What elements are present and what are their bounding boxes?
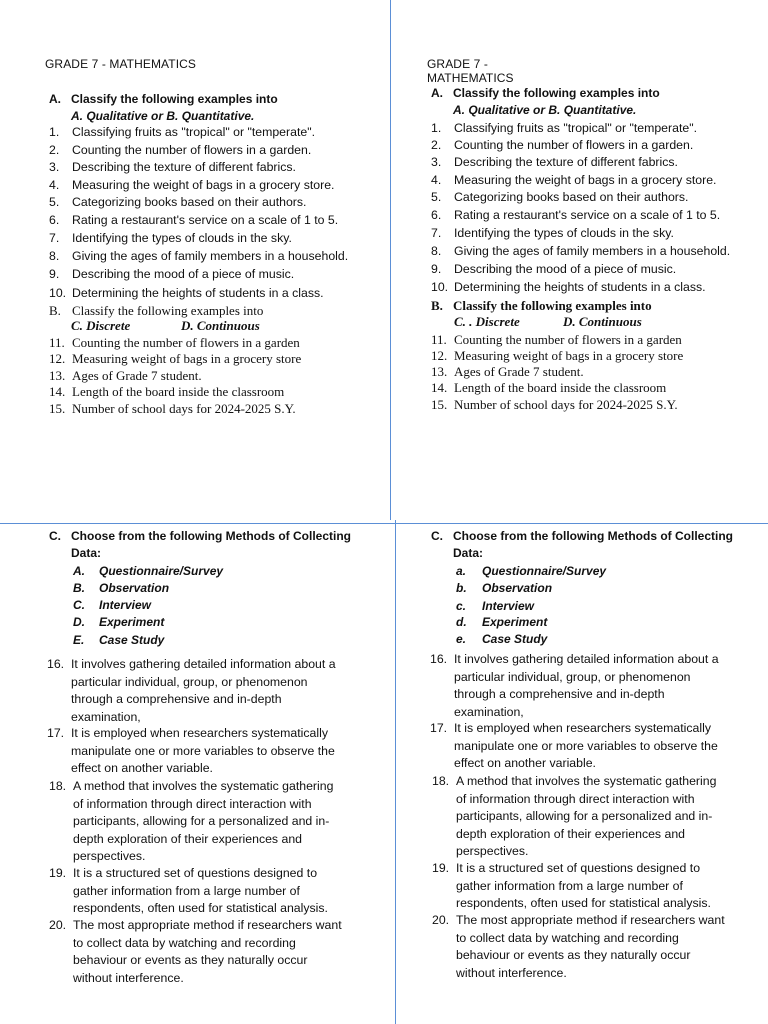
option-discrete: C. Discrete: [71, 318, 131, 333]
section-title: Classify the following examples into: [71, 92, 278, 106]
grade-title: GRADE 7 - MATHEMATICS: [427, 57, 514, 85]
option-continuous: D. Continuous: [181, 318, 260, 333]
vertical-divider-top: [390, 0, 391, 520]
section-a-subtitle: A. Qualitative or B. Quantitative.: [71, 109, 255, 123]
horizontal-divider: [0, 523, 768, 524]
option-discrete: C. . Discrete: [454, 314, 520, 329]
vertical-divider-bottom: [395, 520, 396, 1024]
option-continuous: D. Continuous: [563, 314, 642, 329]
section-a-subtitle: A. Qualitative or B. Quantitative.: [453, 103, 637, 117]
section-letter: A.: [49, 92, 61, 106]
grade-title: GRADE 7 - MATHEMATICS: [45, 57, 196, 71]
